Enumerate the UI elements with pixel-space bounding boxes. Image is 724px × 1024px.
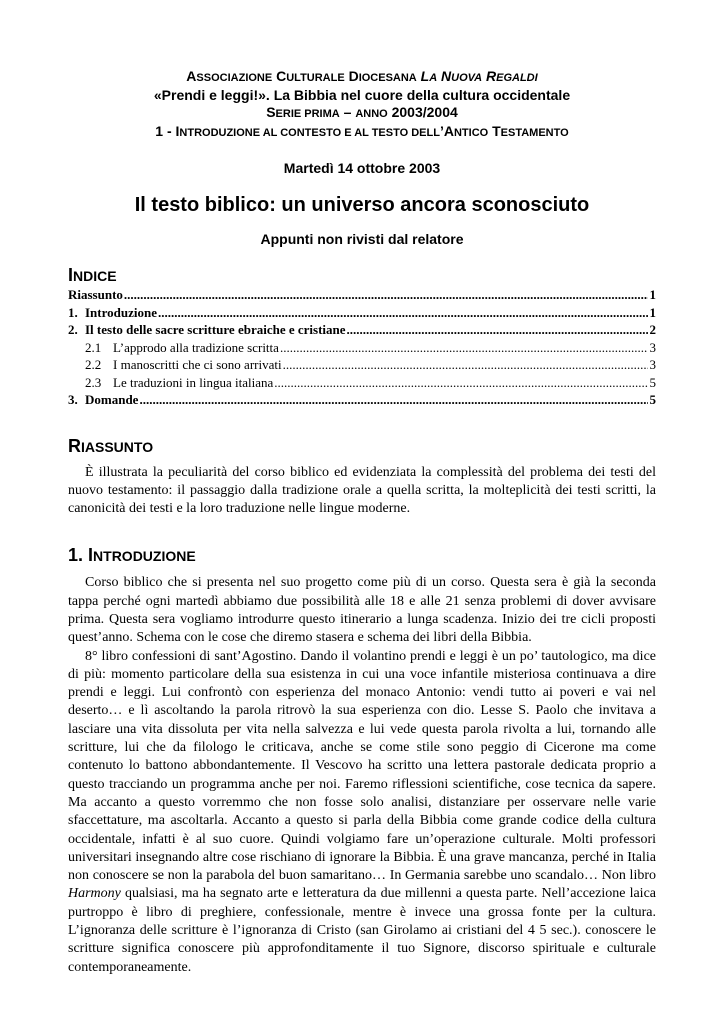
introduzione-paragraph-1: Corso biblico che si presenta nel suo progetto come più di un corso. Questa sera è già la seconda tappa perché ogni martedì abbiamo due possibilità alle 18 e alle 21 senza problemi di dover avvisare prima. Questa sera vogliamo introdurre questo itinerario a lunga scadenza. Inizio dei tre cicli proposti quest’anno. Schema con le cose che diremo stasera e schema dei libri della Bibbia. bbox=[68, 575, 656, 646]
toc-label: Le traduzioni in lingua italiana bbox=[113, 374, 274, 390]
toc-label: Il testo delle sacre scritture ebraiche e cristiane bbox=[85, 322, 346, 337]
toc-label: L’approdo alla tradizione scritta bbox=[113, 339, 279, 355]
toc-page: 1 bbox=[649, 304, 656, 320]
toc-leader bbox=[274, 374, 648, 392]
toc-label: Domande bbox=[85, 392, 139, 407]
index-heading: INDICE bbox=[68, 265, 117, 285]
toc-entry-approdo[interactable] bbox=[68, 339, 656, 357]
table-of-contents bbox=[68, 286, 656, 409]
toc-page: 5 bbox=[649, 374, 656, 390]
toc-entry-riassunto[interactable] bbox=[68, 286, 656, 304]
toc-leader bbox=[124, 286, 648, 304]
toc-page: 1 bbox=[649, 287, 656, 302]
toc-label: Introduzione bbox=[85, 304, 157, 320]
toc-leader bbox=[347, 321, 648, 339]
toc-number: 2.3 bbox=[85, 374, 102, 390]
toc-entry-traduzioni[interactable] bbox=[68, 374, 656, 392]
riassunto-paragraph: È illustrata la peculiarità del corso biblico ed evidenziata la complessità del problema dei testi del nuovo testamento: il passaggio dalla tradizione orale a quella scritta, la molteplicità dei testi scritti, la canonicità dei testi e la loro traduzione nelle lingue moderne. bbox=[68, 464, 656, 517]
association-name: ASSOCIAZIONE CULTURALE DIOCESANA LA NUOVA REGALDI bbox=[186, 68, 538, 84]
document-title: Il testo biblico: un universo ancora sconosciuto bbox=[134, 194, 590, 216]
toc-entry-introduzione[interactable] bbox=[68, 304, 656, 322]
toc-page: 2 bbox=[649, 322, 656, 337]
toc-number: 1. bbox=[68, 304, 78, 320]
course-title: «Prendi e leggi!». La Bibbia nel cuore della cultura occidentale bbox=[153, 87, 571, 103]
toc-label: I manoscritti che ci sono arrivati bbox=[113, 357, 282, 372]
toc-page: 3 bbox=[649, 339, 656, 355]
toc-number: 2.1 bbox=[85, 339, 102, 355]
harmony-italic: Harmony bbox=[68, 886, 121, 902]
document-subtitle: Appunti non rivisti dal relatore bbox=[260, 231, 464, 247]
document-page bbox=[68, 0, 656, 1024]
module-title: 1 - INTRODUZIONE AL CONTESTO E AL TESTO DELL’ANTICO TESTAMENTO bbox=[155, 123, 569, 139]
toc-entry-manoscritti[interactable] bbox=[68, 356, 656, 374]
toc-leader bbox=[280, 339, 648, 357]
toc-label: Riassunto bbox=[68, 287, 123, 302]
toc-number: 3. bbox=[68, 392, 78, 407]
toc-entry-domande[interactable] bbox=[68, 391, 656, 409]
riassunto-heading: RIASSUNTO bbox=[68, 435, 154, 456]
toc-leader bbox=[139, 391, 648, 409]
lecture-date: Martedì 14 ottobre 2003 bbox=[283, 160, 441, 176]
toc-leader bbox=[283, 356, 648, 374]
toc-page: 3 bbox=[649, 357, 656, 372]
toc-number: 2.2 bbox=[85, 357, 102, 372]
toc-number: 2. bbox=[68, 322, 78, 337]
introduzione-heading: 1. INTRODUZIONE bbox=[68, 545, 196, 566]
series-year: SERIE PRIMA – ANNO 2003/2004 bbox=[266, 104, 458, 120]
toc-page: 5 bbox=[649, 392, 656, 407]
introduzione-paragraph-2: 8° libro confessioni di sant’Agostino. Dando il volantino prendi e leggi è un po’ tautologico, ma dice di più: momento particolare della sua esistenza in cui una voce infantile misteriosa continuava a dire prendi e leggi. Lui confrontò con esperienza del monaco Antonio: vendi tutto ai poveri e vai nel deserto… e lì ascoltando la parola ritrovò la sua esperienza con dio. Lesse S. Paolo che invitava a lasciare una vita dissoluta per vita nella salvezza e lui vede questa parola rivolta a lui, tornando alle scritture, lui che da filologo le criticava, anche se come stile sono peggio di Cicerone ma come contenuto lo battono abbondantemente. Il Vescovo ha scritto una lettera pastorale dedicata proprio a questo tracciando un programma anche per noi. Faremo riflessioni scientifiche, cose tecnica da sapere. Ma accanto a questo vorremmo che non fosse solo analisi, distanziare per osservare nelle varie sfaccettature, ma ascoltarla. Accanto a questo si parla della Bibbia come grande codice della cultura occidentale, infatti è al suo cuore. Quindi volgiamo fare un’operazione culturale. Molti professori universitari insegnando altre cose rischiano di ignorare la Bibbia. È una grave mancanza, perché in Italia non conoscere se non la parabola del buon samaritano… In Germania sarebbe uno scandalo… Non libro Harmony qualsiasi, ma ha segnato arte e letteratura da due millenni a questa parte. Nell’accezione laica purtroppo è libro di preghiere, confessionale, mentre è invece una grossa fonte per la cultura. L’ignoranza delle scritture è l’ignoranza di Cristo (san Girolamo ai cristiani del 4 5 sec.). conoscere le scritture significa conoscere più approfonditamente il tuo Signore, discorso spirituale e culturale contemporaneamente. bbox=[68, 648, 656, 975]
toc-entry-testo-sacre-scritture[interactable] bbox=[68, 321, 656, 339]
toc-leader bbox=[158, 304, 648, 322]
